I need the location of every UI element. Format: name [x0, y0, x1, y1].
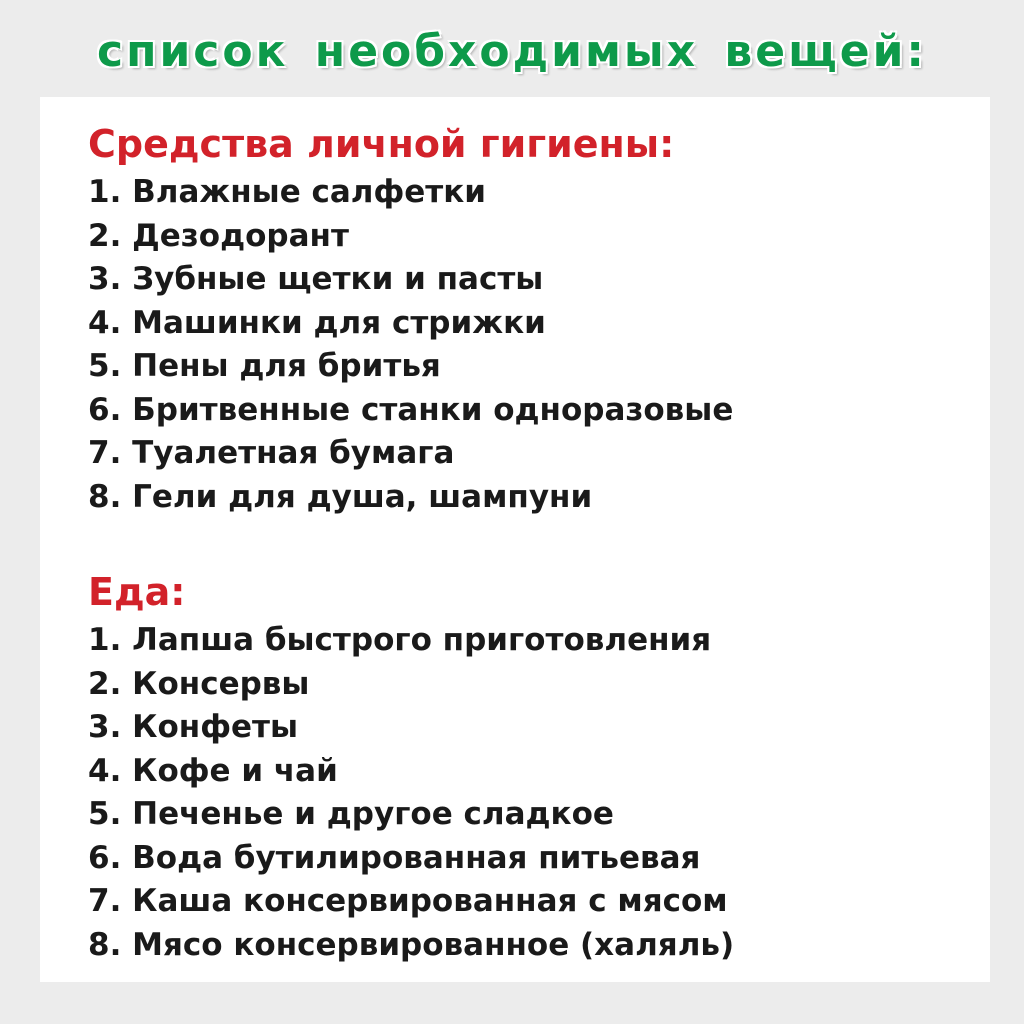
section-food: [88, 567, 734, 967]
list-item: 5. Печенье и другое сладкое: [88, 796, 614, 832]
list-item: 7. Каша консервированная с мясом: [88, 883, 728, 919]
list-item: 4. Машинки для стрижки: [88, 304, 546, 341]
list-card: [40, 97, 990, 982]
list-item: 8. Гели для душа, шампуни: [88, 478, 593, 515]
section-title-hygiene: Средства личной гигиены:: [88, 122, 675, 166]
list-item: 4. Кофе и чай: [88, 752, 338, 789]
section-hygiene: [88, 119, 733, 519]
section-title-food: Еда:: [88, 570, 186, 614]
food-list: [88, 619, 734, 967]
list-item: 2. Дезодорант: [88, 217, 349, 254]
list-item: 6. Бритвенные станки одноразовые: [88, 391, 734, 428]
list-item: 3. Зубные щетки и пасты: [88, 261, 544, 297]
list-item: 1. Лапша быстрого приготовления: [88, 622, 712, 658]
list-item: 3. Конфеты: [88, 709, 298, 745]
page-title: список необходимых вещей:: [96, 26, 928, 77]
list-item: 5. Пены для бритья: [88, 348, 441, 384]
list-item: 6. Вода бутилированная питьевая: [88, 839, 701, 876]
hygiene-list: [88, 171, 733, 519]
list-item: 1. Влажные салфетки: [88, 174, 487, 210]
list-item: 2. Консервы: [88, 665, 310, 702]
list-item: 8. Мясо консервированное (халяль): [88, 926, 735, 963]
list-item: 7. Туалетная бумага: [88, 435, 455, 471]
